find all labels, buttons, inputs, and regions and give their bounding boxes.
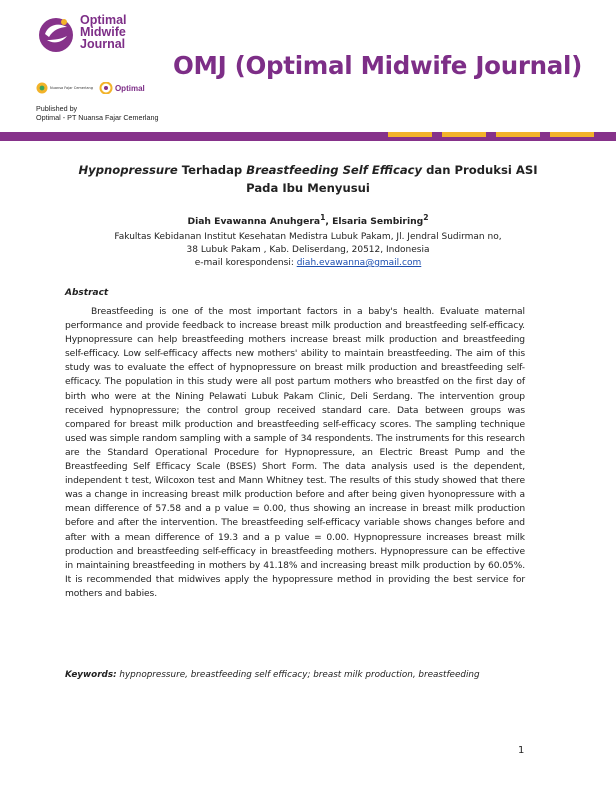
partner-logo-optimal: Optimal xyxy=(99,82,145,94)
optimal-logo-icon xyxy=(99,82,113,94)
publisher-info: Published by Optimal - PT Nuansa Fajar Cemerlang xyxy=(36,104,159,122)
journal-title: OMJ (Optimal Midwife Journal) xyxy=(172,51,582,80)
band-accent-3 xyxy=(496,132,540,137)
partner-logos xyxy=(36,79,145,97)
email-link[interactable]: diah.evawanna@gmail.com xyxy=(296,258,422,268)
keywords: Keywords: hypnopressure, breastfeeding self efficacy; breast milk production, breastfeeding xyxy=(65,670,480,680)
journal-header xyxy=(0,0,616,140)
partner-logo-nuansa: Nuansa Fajar Cemerlang xyxy=(36,82,93,94)
page-number: 1 xyxy=(518,745,525,756)
band-accent-2 xyxy=(442,132,486,137)
article-title: Hypnopressure Terhadap Breastfeeding Self Efficacy dan Produksi ASI Pada Ibu Menyusui xyxy=(78,163,538,195)
abstract-heading: Abstract xyxy=(65,288,109,298)
band-accent-4 xyxy=(550,132,594,137)
nuansa-logo-icon xyxy=(36,82,48,94)
header-band xyxy=(0,132,616,141)
journal-logo-icon xyxy=(36,14,76,54)
journal-logo-text: Optimal Midwife Journal xyxy=(80,13,127,51)
affiliation: Fakultas Kebidanan Institut Kesehatan Medistra Lubuk Pakam, Jl. Jendral Sudirman no, 38 Lubuk Pakam , Kab. Deliserdang, 20512, Indonesia e-mail korespondensi: diah.evawanna@gmail.com xyxy=(114,232,502,268)
abstract-text: Breastfeeding is one of the most important factors in a baby's health. Evaluate maternal performance and provide feedback to increase breast milk production and breastfeeding self-efficacy. Hypnopressure can help breastfeeding mothers increase breast milk production and breastfeeding self-efficacy. Low self-efficacy affects new mothers' ability to maintain breastfeeding. The aim of this study was to evaluate the effect of hypnopressure on breast milk production and breastfeeding self-efficacy. The population in this study were all post partum mothers who breastfed on the first day of birth who were at the Nining Pelawati Lubuk Pakam Clinic, Deli Serdang. The intervention group received hypnopressure; the control group received standard care. Data between groups was compared for breast milk production and breastfeeding self-efficacy scores. The sampling technique used was simple random sampling with a sample of 34 respondents. The instruments for this research are the Standard Operational Procedure for Hypnopressure, an Electric Breast Pump and the Breastfeeding Self Efficacy Scale (BSES) Short Form. The data analysis used is the dependent, independent t test, Wilcoxon test and Mann Whitney test. The results of this study showed that there was a change in increasing breast milk production before and after being given hyonopressure with a mean difference of 57.58 and a p value = 0.00, thus showing an increase in breast milk production before and after the intervention. The breastfeeding self-efficacy variable shows changes before and after with a mean difference of 19.3 and a p value = 0.00. Hypnopressure increases breast milk production and breastfeeding self-efficacy in breastfeeding mothers. Hypnopressure can be effective in maintaining breastfeeding in mothers by 41.18% and increasing breast milk production by 60.05%. It is recommended that midwives apply the hypopressure method in providing the best service for mothers and babies. xyxy=(65,307,525,599)
band-accent-1 xyxy=(388,132,432,137)
author-list: Diah Evawanna Anuhgera$^1$, Elsaria Sembiring$^2$ xyxy=(187,213,429,228)
